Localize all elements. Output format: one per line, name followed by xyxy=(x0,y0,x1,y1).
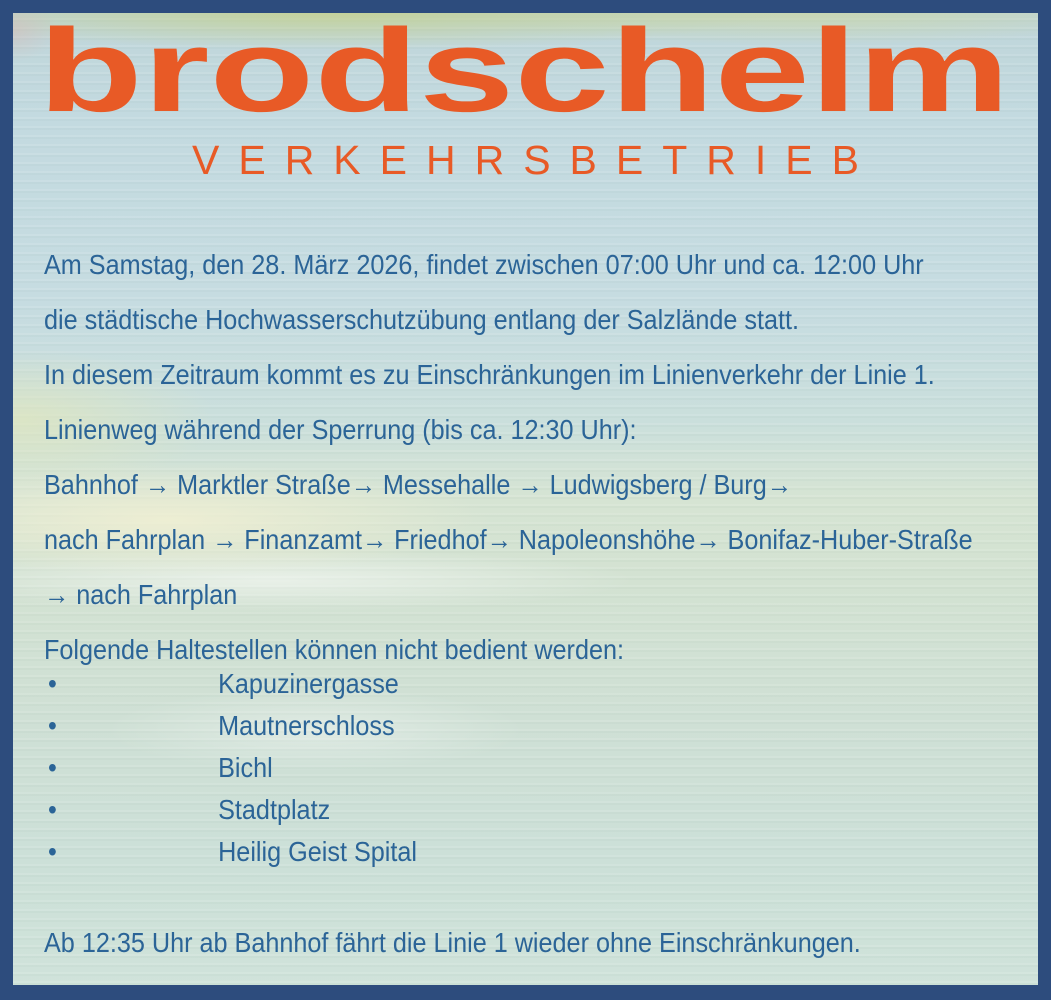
stop-name: Stadtplatz xyxy=(218,794,331,825)
notice-line-route-1: Bahnhof → Marktler Straße→ Messehalle → Ludwigsberg / Burg→ xyxy=(44,469,792,500)
stop-name: Mautnerschloss xyxy=(218,710,395,741)
notice-line-stops-header: Folgende Haltestellen können nicht bedient werden: xyxy=(44,634,624,665)
notice-line-route-2: nach Fahrplan → Finanzamt→ Friedhof→ Napoleonshöhe→ Bonifaz-Huber-Straße xyxy=(44,524,973,555)
skipped-stops-list xyxy=(48,663,417,873)
list-item xyxy=(48,705,417,747)
bullet-icon: • xyxy=(48,752,57,783)
notice-line-route-3: → nach Fahrplan xyxy=(44,579,238,610)
notice-body xyxy=(44,237,973,677)
notice-line-date: Am Samstag, den 28. März 2026, findet zwischen 07:00 Uhr und ca. 12:00 Uhr xyxy=(44,249,924,280)
notice-line-route-header: Linienweg während der Sperrung (bis ca. 12:30 Uhr): xyxy=(44,414,637,445)
brand-wordmark: brodschelm xyxy=(38,14,1010,118)
list-item xyxy=(48,663,417,705)
notice-line-event: die städtische Hochwasserschutzübung entlang der Salzlände statt. xyxy=(44,304,800,335)
stop-name: Heilig Geist Spital xyxy=(218,836,417,867)
list-item xyxy=(48,831,417,873)
stop-name: Bichl xyxy=(218,752,273,783)
stop-name: Kapuzinergasse xyxy=(218,668,399,699)
list-item xyxy=(48,789,417,831)
brand-subtitle: VERKEHRSBETRIEB xyxy=(192,137,878,183)
bullet-icon: • xyxy=(48,710,57,741)
list-item xyxy=(48,747,417,789)
notice-closing: Ab 12:35 Uhr ab Bahnhof fährt die Linie 1 wieder ohne Einschränkungen. xyxy=(44,927,861,958)
bullet-icon: • xyxy=(48,794,57,825)
notice-line-impact: In diesem Zeitraum kommt es zu Einschränkungen im Linienverkehr der Linie 1. xyxy=(44,359,935,390)
bullet-icon: • xyxy=(48,668,57,699)
brand-logo xyxy=(36,14,1022,118)
bullet-icon: • xyxy=(48,836,57,867)
